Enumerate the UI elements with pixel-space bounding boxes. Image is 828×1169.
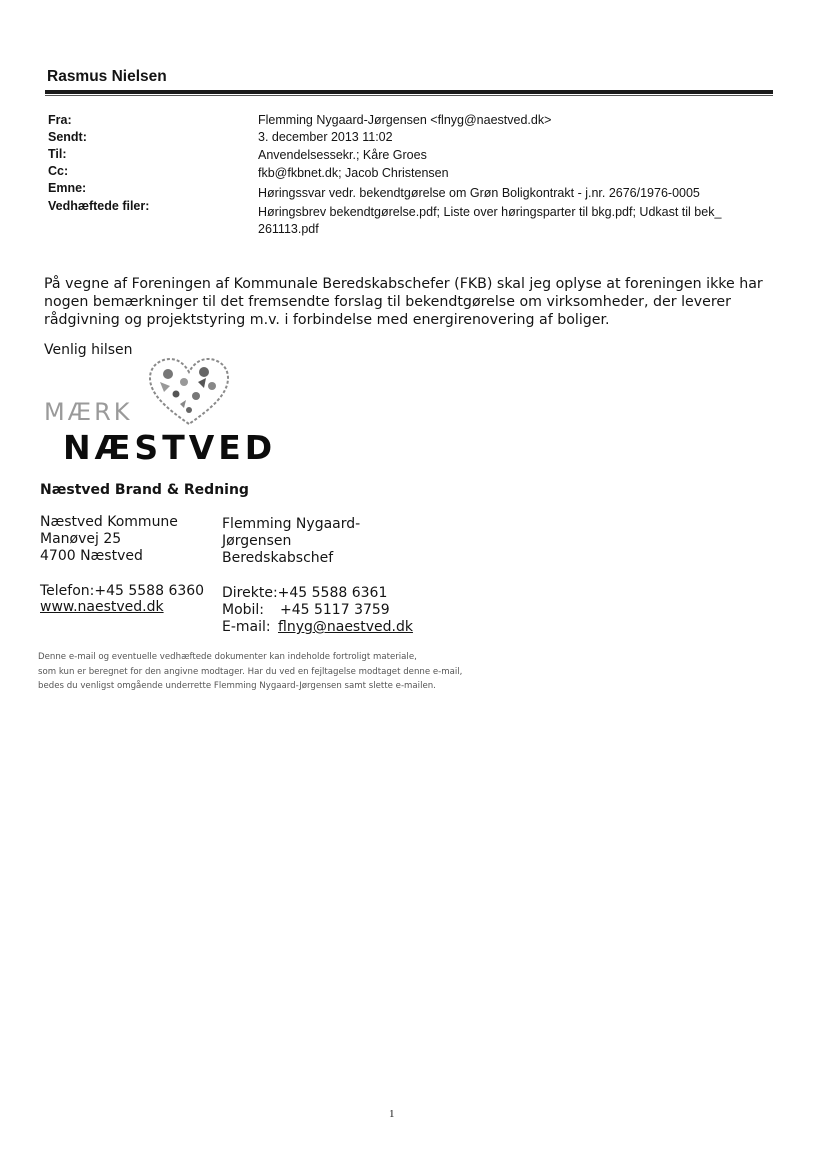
signer-title: Beredskabschef [222,550,334,566]
cc-value: fkb@fkbnet.dk; Jacob Christensen [258,166,449,180]
to-value: Anvendelsessekr.; Kåre Groes [258,148,427,162]
attachments-label: Vedhæftede filer: [48,199,150,213]
disclaimer-line-2: som kun er beregnet for den angivne modtager. Har du ved en fejltagelse modtaget denne e-mail, [38,667,463,677]
header-rule-thin [45,95,773,96]
header-rule [45,90,773,94]
sent-label: Sendt: [48,130,87,144]
closing-greeting: Venlig hilsen [44,342,133,358]
website-link[interactable]: www.naestved.dk [40,599,164,615]
attachments-value: Høringsbrev bekendtgørelse.pdf; Liste over høringsparter til bkg.pdf; Udkast til bek_ [258,205,722,219]
page-number: 1 [389,1108,395,1120]
signature-org: Næstved Brand & Redning [40,482,249,498]
sent-value: 3. december 2013 11:02 [258,130,393,144]
from-value: Flemming Nygaard-Jørgensen <flnyg@naestved.dk> [258,113,552,127]
to-label: Til: [48,147,67,161]
phone-direct: Direkte:+45 5588 6361 [222,585,388,601]
disclaimer-line-3: bedes du venligst omgående underrette Flemming Nygaard-Jørgensen samt slette e-mailen. [38,681,436,691]
body-line-3: rådgivning og projektstyring m.v. i forbindelse med energirenovering af boliger. [44,312,610,328]
from-label: Fra: [48,113,72,127]
address-line-1: Næstved Kommune [40,514,178,530]
address-line-3: 4700 Næstved [40,548,143,564]
mobile-label: Mobil: [222,602,265,618]
body-line-1: På vegne af Foreningen af Kommunale Beredskabschefer (FKB) skal jeg oplyse at foreningen ikke har [44,276,763,292]
logo-text-naestved: NÆSTVED [63,428,277,467]
cc-label: Cc: [48,164,69,178]
body-line-2: nogen bemærkninger til det fremsendte forslag til bekendtgørelse om virksomheder, der leverer [44,294,731,310]
signer-name-line-1: Flemming Nygaard- [222,516,361,532]
email-link[interactable]: flnyg@naestved.dk [278,619,413,635]
phone-main: Telefon:+45 5588 6360 [40,583,205,599]
mobile-number: +45 5117 3759 [280,602,390,618]
subject-value: Høringssvar vedr. bekendtgørelse om Grøn Boligkontrakt - j.nr. 2676/1976-0005 [258,186,700,200]
logo-text-maerk: MÆRK [44,398,133,426]
disclaimer-line-1: Denne e-mail og eventuelle vedhæftede dokumenter kan indeholde fortroligt materiale, [38,652,417,662]
email-label: E-mail: [222,619,271,635]
address-line-2: Manøvej 25 [40,531,122,547]
signer-name-line-2: Jørgensen [222,533,292,549]
sender-name: Rasmus Nielsen [47,68,167,85]
heart-logo-icon [146,356,232,428]
subject-label: Emne: [48,181,87,195]
attachments-value-cont: 261113.pdf [258,222,319,236]
